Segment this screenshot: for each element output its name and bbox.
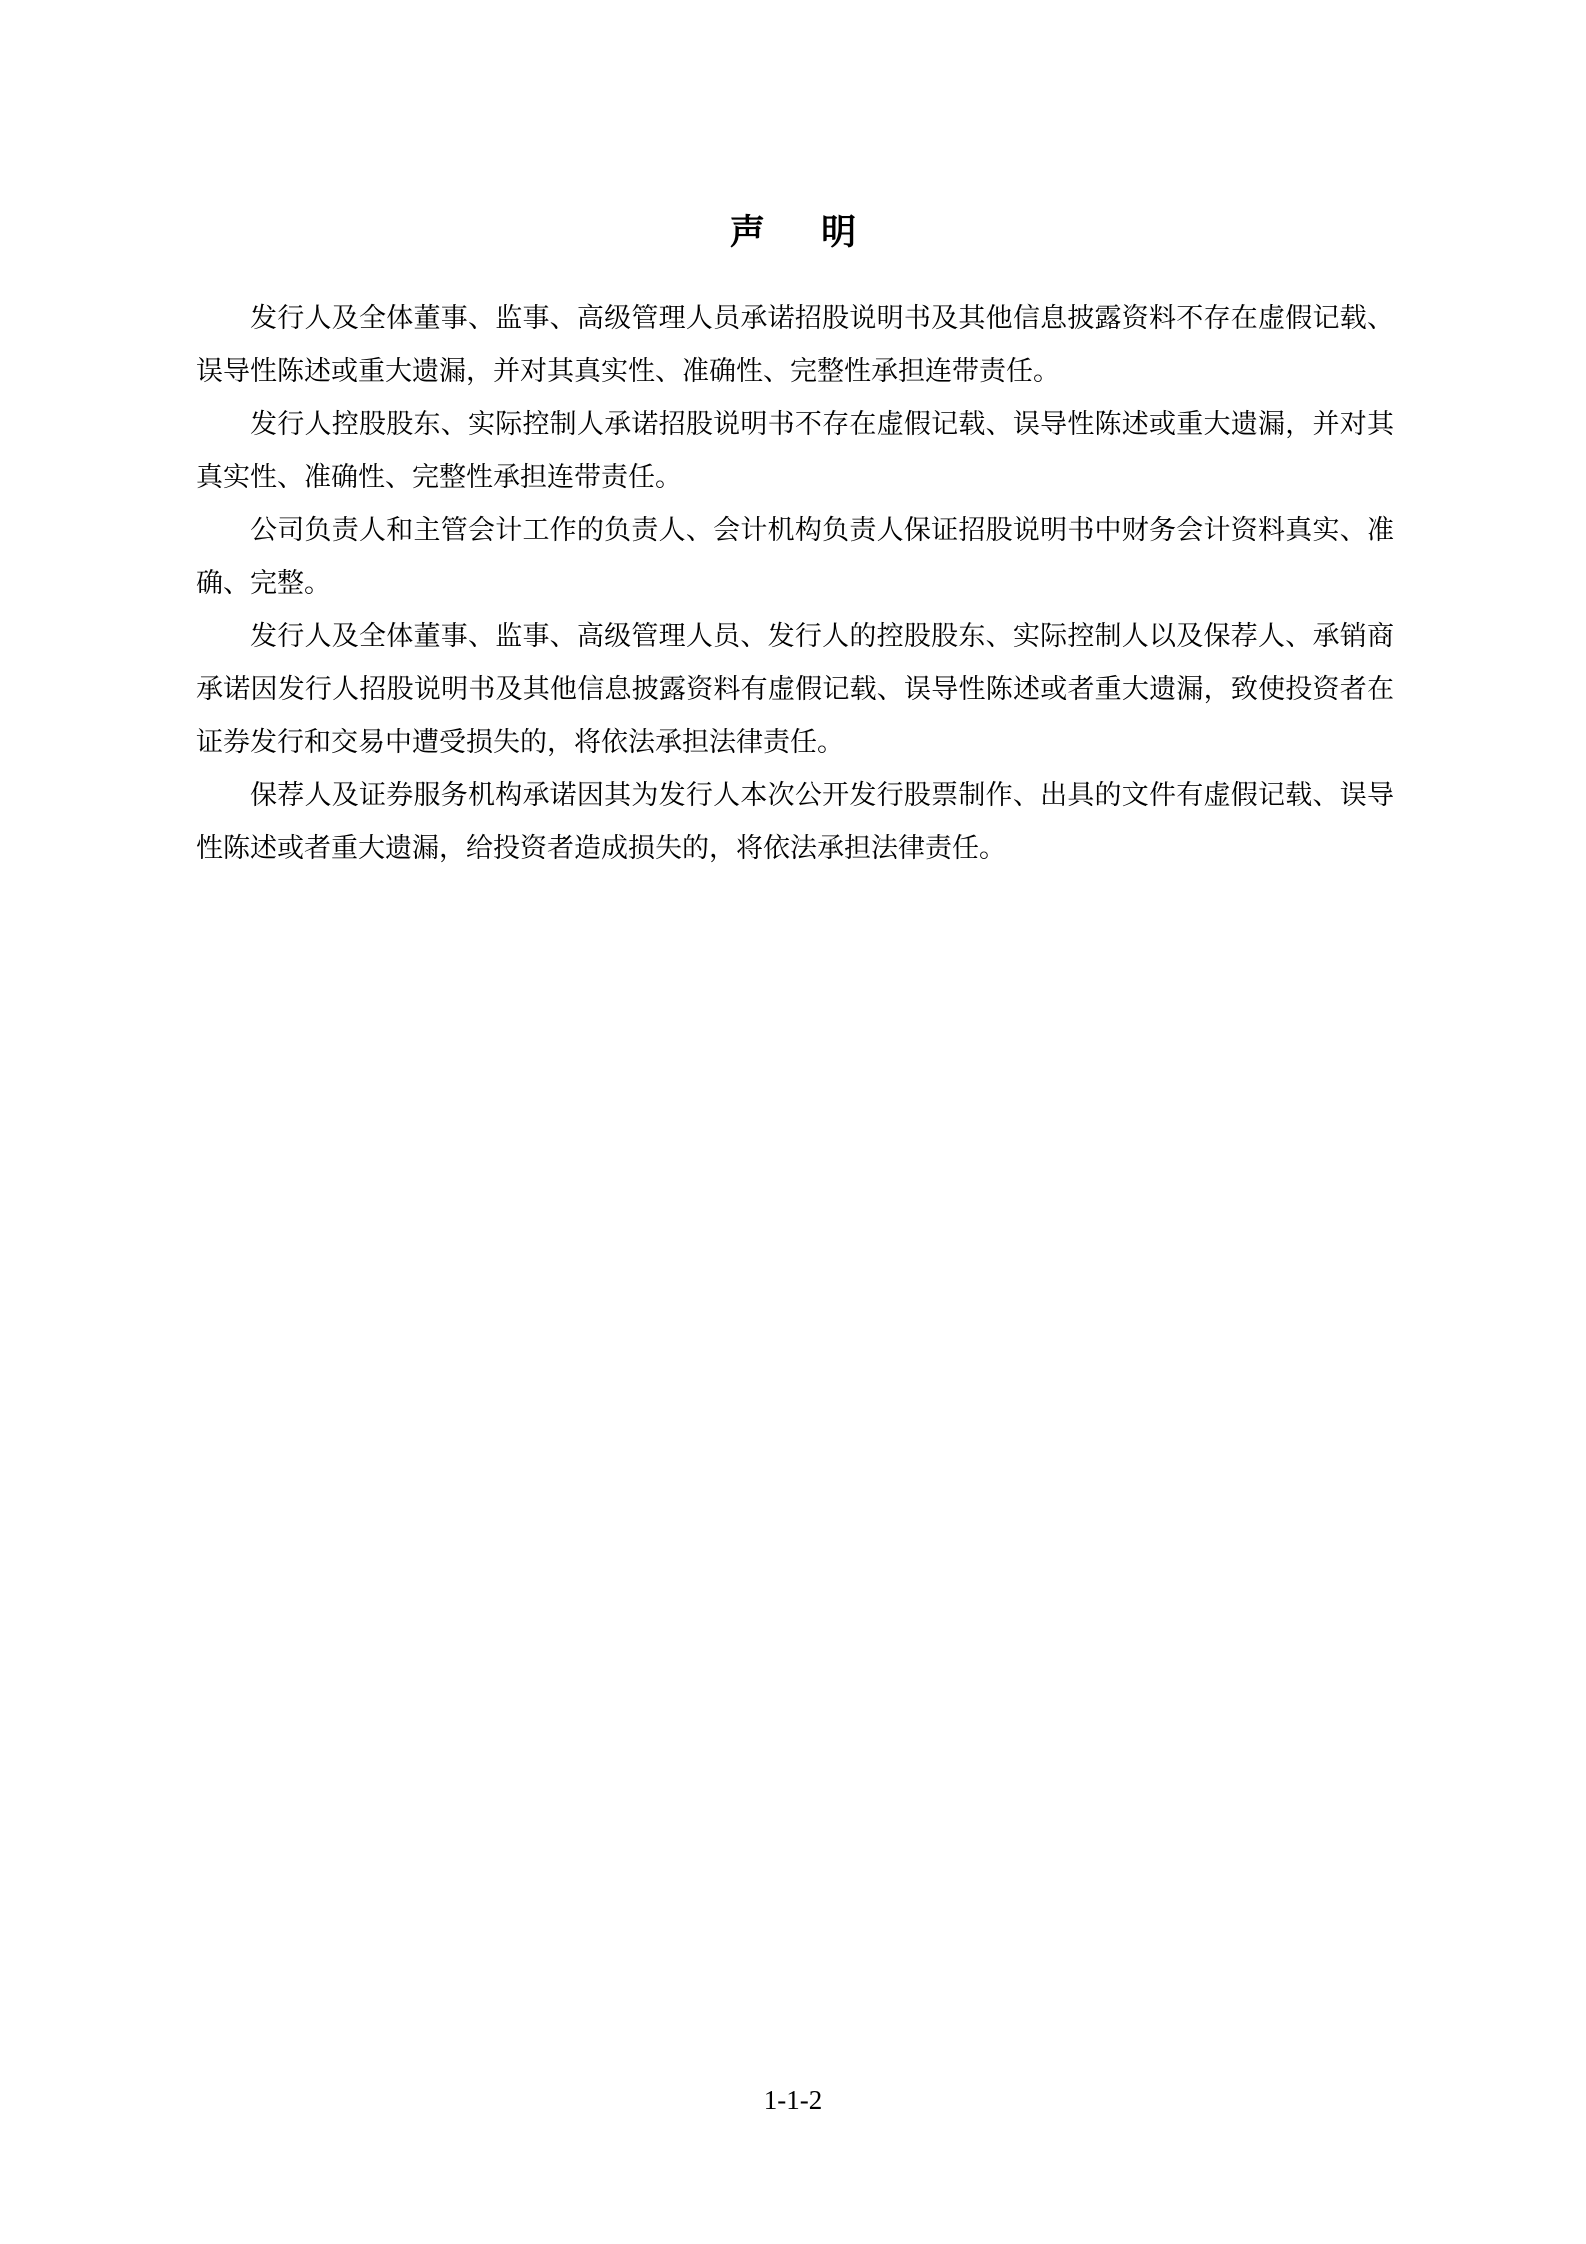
page-number: 1-1-2 xyxy=(763,2085,823,2115)
page-title: 声 明 xyxy=(729,213,879,253)
paragraph-liability-commitment: 发行人及全体董事、监事、高级管理人员、发行人的控股股东、实际控制人以及保荐人、承销商承诺因发行人招股说明书及其他信息披露资料有虚假记载、误导性陈述或者重大遗漏，致使投资者在证券发行和交易中遭受损失的，将依法承担法律责任。 xyxy=(196,621,1394,758)
paragraph-sponsor-commitment: 保荐人及证券服务机构承诺因其为发行人本次公开发行股票制作、出具的文件有虚假记载、误导性陈述或者重大遗漏，给投资者造成损失的，将依法承担法律责任。 xyxy=(196,780,1394,864)
paragraph-directors-commitment: 发行人及全体董事、监事、高级管理人员承诺招股说明书及其他信息披露资料不存在虚假记载、误导性陈述或重大遗漏，并对其真实性、准确性、完整性承担连带责任。 xyxy=(196,303,1394,387)
paragraph-controlling-shareholder-commitment: 发行人控股股东、实际控制人承诺招股说明书不存在虚假记载、误导性陈述或重大遗漏，并对其真实性、准确性、完整性承担连带责任。 xyxy=(196,409,1394,493)
declaration-body xyxy=(196,292,1394,875)
paragraph-financial-accuracy-guarantee: 公司负责人和主管会计工作的负责人、会计机构负责人保证招股说明书中财务会计资料真实、准确、完整。 xyxy=(196,515,1394,599)
